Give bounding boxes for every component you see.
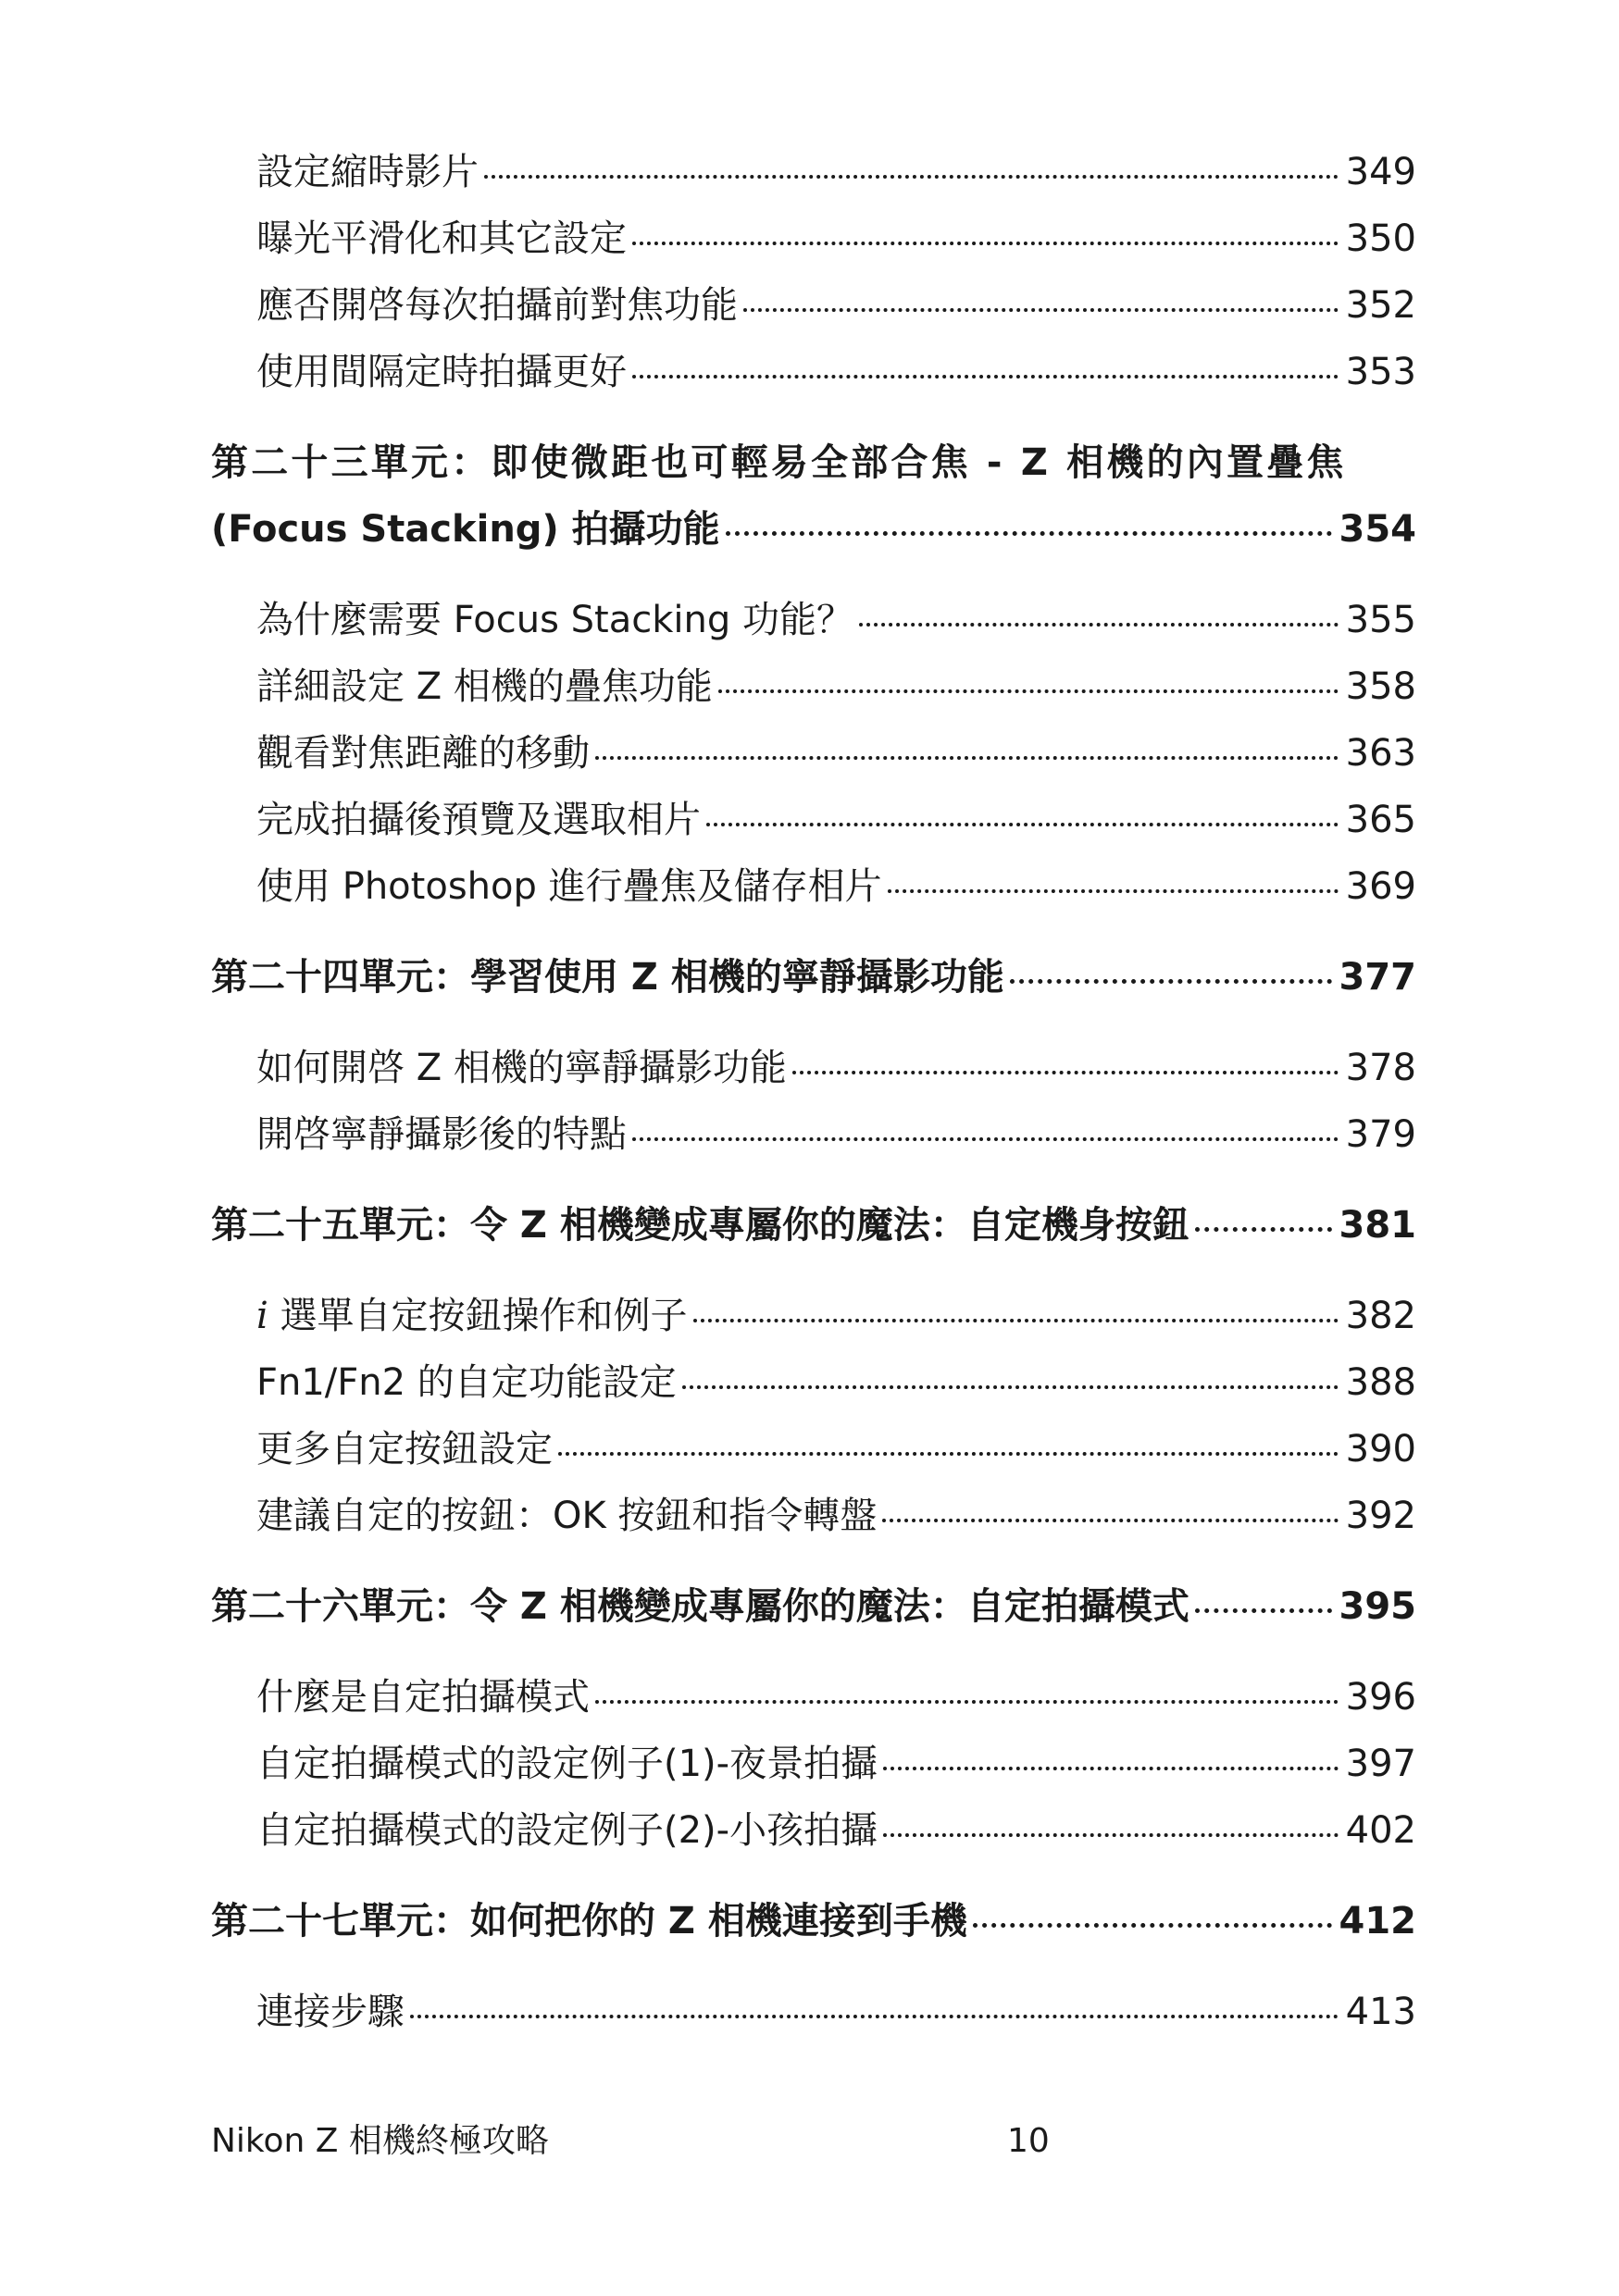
dot-leader xyxy=(410,1987,1339,2018)
toc-entry[interactable] xyxy=(211,1416,1416,1483)
toc-entry-title: Fn1/Fn2 的自定功能設定 xyxy=(256,1361,677,1404)
toc-entry[interactable] xyxy=(211,1349,1416,1416)
toc-entry[interactable] xyxy=(211,1035,1416,1101)
toc-entry[interactable] xyxy=(211,139,1416,205)
chapter-title: 第二十四單元：學習使用 Z 相機的寧靜攝影功能 xyxy=(211,956,1004,999)
dot-leader xyxy=(859,595,1339,627)
toc-entry-page: 378 xyxy=(1345,1047,1416,1089)
dot-leader xyxy=(595,728,1339,760)
toc-entry[interactable] xyxy=(211,587,1416,653)
toc-entry-page: 397 xyxy=(1345,1743,1416,1785)
toc-entry-page: 396 xyxy=(1345,1676,1416,1719)
toc-entry-title: 自定拍攝模式的設定例子(2)-小孩拍攝 xyxy=(256,1809,878,1852)
toc-entry-title: 為什麼需要 Focus Stacking 功能？ xyxy=(256,599,853,641)
toc-entry[interactable] xyxy=(211,272,1416,339)
chapter-page: 395 xyxy=(1339,1585,1416,1628)
toc-entry[interactable] xyxy=(211,1979,1416,2045)
toc-entry-page: 358 xyxy=(1345,665,1416,708)
chapter-24-entry[interactable] xyxy=(211,944,1416,1011)
chapter-23-title-line2: (Focus Stacking) 拍攝功能 xyxy=(211,508,720,551)
dot-leader xyxy=(1195,1581,1332,1613)
toc-entry-title: 使用 Photoshop 進行疊焦及儲存相片 xyxy=(256,865,882,908)
toc-entry-title: 使用間隔定時拍攝更好 xyxy=(256,351,627,393)
dot-leader xyxy=(693,1291,1339,1322)
chapter-23-entry[interactable] xyxy=(211,496,1416,563)
chapter-page: 377 xyxy=(1339,956,1416,999)
chapter-25-entry[interactable] xyxy=(211,1192,1416,1259)
toc-entry[interactable] xyxy=(211,205,1416,272)
toc-entry-page: 349 xyxy=(1345,151,1416,193)
dot-leader xyxy=(1010,951,1332,984)
toc-entry-page: 390 xyxy=(1345,1428,1416,1471)
dot-leader xyxy=(682,1358,1339,1389)
toc-entry-page: 363 xyxy=(1345,732,1416,775)
dot-leader xyxy=(595,1672,1339,1704)
toc-entry-page: 353 xyxy=(1345,351,1416,393)
dot-leader xyxy=(743,280,1339,312)
toc-entry[interactable] xyxy=(211,1101,1416,1168)
toc-entry-title: 建議自定的按鈕：OK 按鈕和指令轉盤 xyxy=(256,1495,878,1537)
dot-leader xyxy=(883,1806,1339,1837)
footer-book-title: Nikon Z 相機終極攻略 xyxy=(211,2122,549,2160)
toc-entry[interactable] xyxy=(211,853,1416,920)
toc-entry[interactable] xyxy=(211,1483,1416,1549)
page-footer xyxy=(211,2119,1050,2164)
toc-entry-page: 382 xyxy=(1345,1295,1416,1337)
toc-entry-page: 365 xyxy=(1345,799,1416,841)
toc-entry-title xyxy=(256,1283,688,1349)
dot-leader xyxy=(632,347,1339,379)
toc-entry-page: 388 xyxy=(1345,1361,1416,1404)
dot-leader xyxy=(632,1110,1339,1141)
dot-leader xyxy=(558,1424,1339,1456)
toc-entry-page: 369 xyxy=(1345,865,1416,908)
dot-leader xyxy=(882,1491,1338,1522)
toc-entry[interactable] xyxy=(211,1731,1416,1797)
toc-entry[interactable] xyxy=(211,720,1416,787)
toc-entry-page: 355 xyxy=(1345,599,1416,641)
toc-entry[interactable] xyxy=(211,339,1416,405)
toc-entry[interactable] xyxy=(211,653,1416,720)
i-menu-letter: i xyxy=(256,1295,268,1337)
toc-entry-title: 設定縮時影片 xyxy=(256,151,479,193)
dot-leader xyxy=(792,1043,1339,1074)
toc-entry-title: 應否開啓每次拍攝前對焦功能 xyxy=(256,284,738,327)
toc-entry-title: 開啓寧靜攝影後的特點 xyxy=(256,1113,627,1156)
toc-entry-page: 402 xyxy=(1345,1809,1416,1852)
chapter-title: 第二十五單元：令 Z 相機變成專屬你的魔法：自定機身按鈕 xyxy=(211,1204,1189,1247)
toc-entry[interactable] xyxy=(211,1664,1416,1731)
footer-page-number: 10 xyxy=(1007,2122,1050,2160)
toc-entry[interactable] xyxy=(211,1283,1416,1349)
toc-entry-page: 379 xyxy=(1345,1113,1416,1156)
toc-entry[interactable] xyxy=(211,1797,1416,1864)
chapter-27-entry[interactable] xyxy=(211,1888,1416,1955)
dot-leader xyxy=(718,662,1339,693)
toc-entry-title: 曝光平滑化和其它設定 xyxy=(256,217,627,260)
dot-leader xyxy=(973,1895,1332,1928)
dot-leader xyxy=(632,214,1339,245)
toc-entry-page: 392 xyxy=(1345,1495,1416,1537)
toc-entry-title: 詳細設定 Z 相機的疊焦功能 xyxy=(256,665,713,708)
chapter-title: 第二十六單元：令 Z 相機變成專屬你的魔法：自定拍攝模式 xyxy=(211,1585,1189,1628)
toc-entry-page: 350 xyxy=(1345,217,1416,260)
chapter-page: 381 xyxy=(1339,1204,1416,1247)
toc-entry-title: 如何開啓 Z 相機的寧靜攝影功能 xyxy=(256,1047,787,1089)
dot-leader xyxy=(484,147,1339,179)
table-of-contents xyxy=(211,139,1416,2045)
dot-leader xyxy=(706,795,1339,826)
chapter-23-page: 354 xyxy=(1339,508,1416,551)
dot-leader xyxy=(1195,1199,1332,1232)
toc-entry-page: 413 xyxy=(1345,1991,1416,2033)
chapter-page: 412 xyxy=(1339,1900,1416,1942)
toc-entry[interactable] xyxy=(211,787,1416,853)
chapter-26-entry[interactable] xyxy=(211,1573,1416,1640)
dot-leader xyxy=(726,503,1332,536)
toc-entry-title: 連接步驟 xyxy=(256,1991,405,2033)
toc-entry-title: 更多自定按鈕設定 xyxy=(256,1428,553,1471)
toc-entry-title: 什麼是自定拍攝模式 xyxy=(256,1676,590,1719)
dot-leader xyxy=(888,862,1339,893)
toc-entry-title: 完成拍攝後預覽及選取相片 xyxy=(256,799,701,841)
chapter-23-title-line1[interactable]: 第二十三單元：即使微距也可輕易全部合焦 - Z 相機的內置疊焦 xyxy=(211,441,1347,484)
toc-entry-title: 自定拍攝模式的設定例子(1)-夜景拍攝 xyxy=(256,1743,878,1785)
toc-entry-title: 觀看對焦距離的移動 xyxy=(256,732,590,775)
toc-entry-page: 352 xyxy=(1345,284,1416,327)
chapter-title: 第二十七單元：如何把你的 Z 相機連接到手機 xyxy=(211,1900,967,1942)
dot-leader xyxy=(883,1739,1339,1770)
toc-entry-title-text: 選單自定按鈕操作和例子 xyxy=(280,1295,688,1337)
